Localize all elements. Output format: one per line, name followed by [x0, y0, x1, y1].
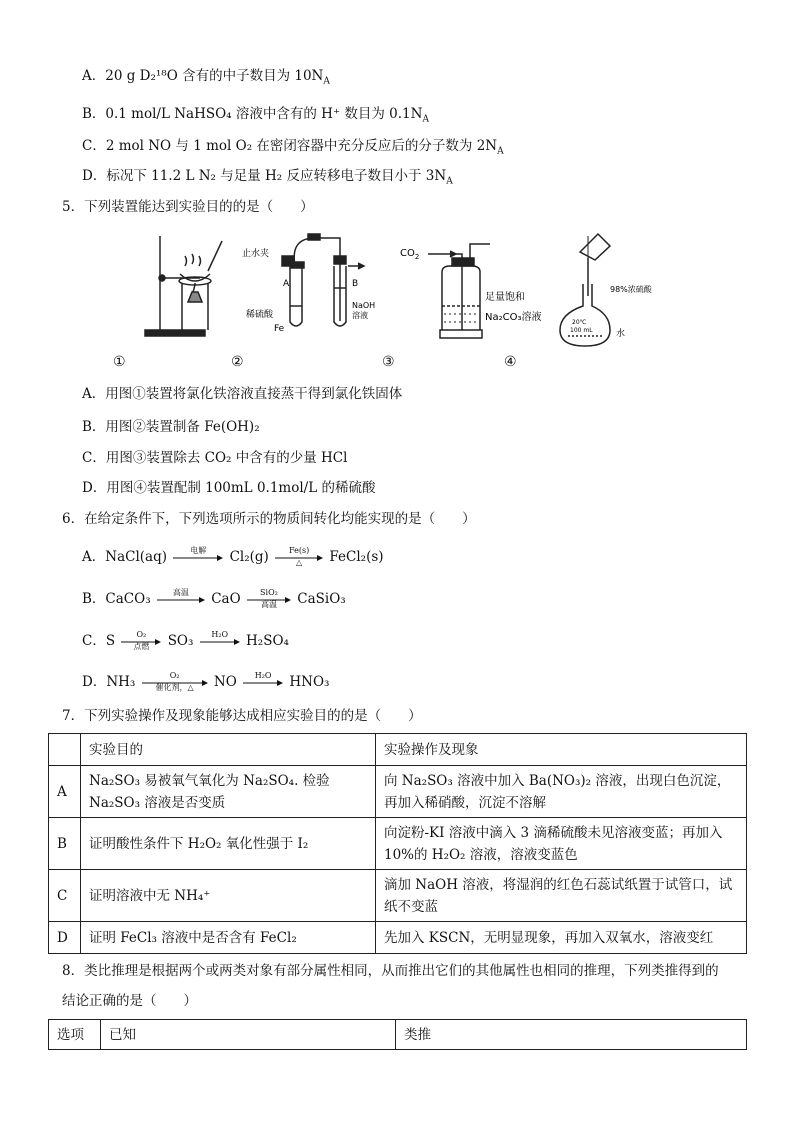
label-naoh: NaOH: [352, 301, 376, 310]
table-header-cell: 实验操作及现象: [376, 734, 747, 766]
q4-option-a: A．20 g D₂¹⁸O 含有的中子数目为 $10N_A$: [82, 68, 330, 87]
q8-table: [48, 1019, 747, 1050]
row-purpose: 证明 FeCl₃ 溶液中是否含有 FeCl₂: [81, 922, 376, 954]
row-operation: 先加入 KSCN，无明显现象，再加入双氧水，溶液变红: [376, 922, 747, 954]
figure-number-3: ③: [382, 354, 395, 370]
table-header-cell: [49, 734, 81, 766]
label-fe: Fe: [274, 324, 285, 334]
table-row: [49, 922, 747, 954]
table-row: [49, 818, 747, 870]
q6-stem: 6．在给定条件下，下列选项所示的物质间转化均能实现的是（ ）: [62, 511, 476, 527]
q7-stem: 7．下列实验操作及现象能够达成相应实验目的的是（ ）: [62, 708, 422, 724]
q8-stem-line-1: 8．类比推理是根据两个或两类对象有部分属性相同，从而推出它们的其他属性也相同的推理，下列类推得到的: [62, 963, 719, 979]
label-saturated: 足量饱和: [485, 292, 525, 303]
row-operation: 向 Na₂SO₃ 溶液中加入 Ba(NO₃)₂ 溶液，出现白色沉淀，再加入稀硝酸，沉淀不溶解: [376, 766, 747, 818]
row-label: A: [49, 766, 81, 818]
row-purpose: Na₂SO₃ 易被氧气氧化为 Na₂SO₄. 检验 Na₂SO₃ 溶液是否变质: [81, 766, 376, 818]
row-purpose: 证明酸性条件下 H₂O₂ 氧化性强于 I₂: [81, 818, 376, 870]
q6-option-d: D．NH₃ O₂ 催化剂，△ NO H₂O HNO₃: [82, 670, 330, 692]
q5-option-d: D．用图④装置配制 100mL 0.1mol/L 的稀硫酸: [82, 480, 376, 496]
label-co2: $CO_2$: [400, 248, 420, 261]
row-purpose: 证明溶液中无 NH₄⁺: [81, 870, 376, 922]
row-label: C: [49, 870, 81, 922]
figure-1-evaporation: [145, 236, 222, 336]
q6-option-c: C．S O₂ 点燃 SO₃ H₂O H₂SO₄: [82, 629, 289, 651]
table-header-cell: 选项: [49, 1020, 101, 1050]
figure-number-4: ④: [504, 354, 517, 370]
label-stopcock: 止水夹: [242, 249, 270, 259]
table-header-row: [49, 734, 747, 766]
q5-stem: 5．下列装置能达到实验目的的是（ ）: [62, 199, 314, 215]
table-header-cell: 实验目的: [81, 734, 376, 766]
label-tube-a: A: [283, 279, 290, 289]
row-label: B: [49, 818, 81, 870]
q6-option-b: B．CaCO₃ 高温 CaO SiO₂ 高温 CaSiO₃: [82, 587, 346, 609]
row-operation: 滴加 NaOH 溶液，将湿润的红色石蕊试纸置于试管口，试纸不变蓝: [376, 870, 747, 922]
row-operation: 向淀粉-KI 溶液中滴入 3 滴稀硫酸未见溶液变蓝；再加入 10%的 H₂O₂ 溶液，溶液变蓝色: [376, 818, 747, 870]
row-label: D: [49, 922, 81, 954]
label-flask-volume: 100 mL: [570, 327, 593, 334]
label-concentrated-acid: 98%浓硫酸: [610, 285, 652, 294]
q4-option-d: D．标况下 11.2 L N₂ 与足量 H₂ 反应转移电子数目小于 $3N_A$: [82, 168, 453, 187]
apparatus-figures: [140, 226, 680, 350]
q5-option-a: A．用图①装置将氯化铁溶液直接蒸干得到氯化铁固体: [82, 386, 403, 402]
label-naoh-solution: 溶液: [352, 311, 368, 320]
table-header-cell: 类推: [396, 1020, 747, 1050]
figure-number-1: ①: [113, 354, 126, 370]
q7-table: [48, 733, 747, 954]
table-header-row: [49, 1020, 747, 1050]
label-tube-b: B: [352, 279, 359, 289]
q5-option-b: B．用图②装置制备 Fe(OH)₂: [82, 419, 260, 435]
q4-option-b: B．0.1 mol/L NaHSO₄ 溶液中含有的 H⁺ 数目为 $0.1N_A$: [82, 106, 429, 125]
table-row: [49, 870, 747, 922]
table-header-cell: 已知: [101, 1020, 396, 1050]
q8-stem-line-2: 结论正确的是（ ）: [62, 993, 197, 1009]
q6-option-a: A．NaCl(aq) 电解 Cl₂(g) Fe(s) △ FeCl₂(s): [82, 545, 384, 567]
label-water: 水: [616, 329, 626, 339]
table-row: [49, 766, 747, 818]
figure-3-wash-bottle: [428, 244, 490, 338]
label-dilute-h2so4: 稀硫酸: [246, 310, 274, 320]
figure-number-2: ②: [231, 354, 244, 370]
label-flask-temp: 20℃: [572, 319, 587, 326]
q5-option-c: C．用图③装置除去 CO₂ 中含有的少量 HCl: [82, 450, 348, 466]
q4-option-c: C．2 mol NO 与 1 mol O₂ 在密闭容器中充分反应后的分子数为 $2N_A$: [82, 138, 504, 157]
label-na2co3-solution: Na₂CO₃溶液: [485, 312, 542, 323]
